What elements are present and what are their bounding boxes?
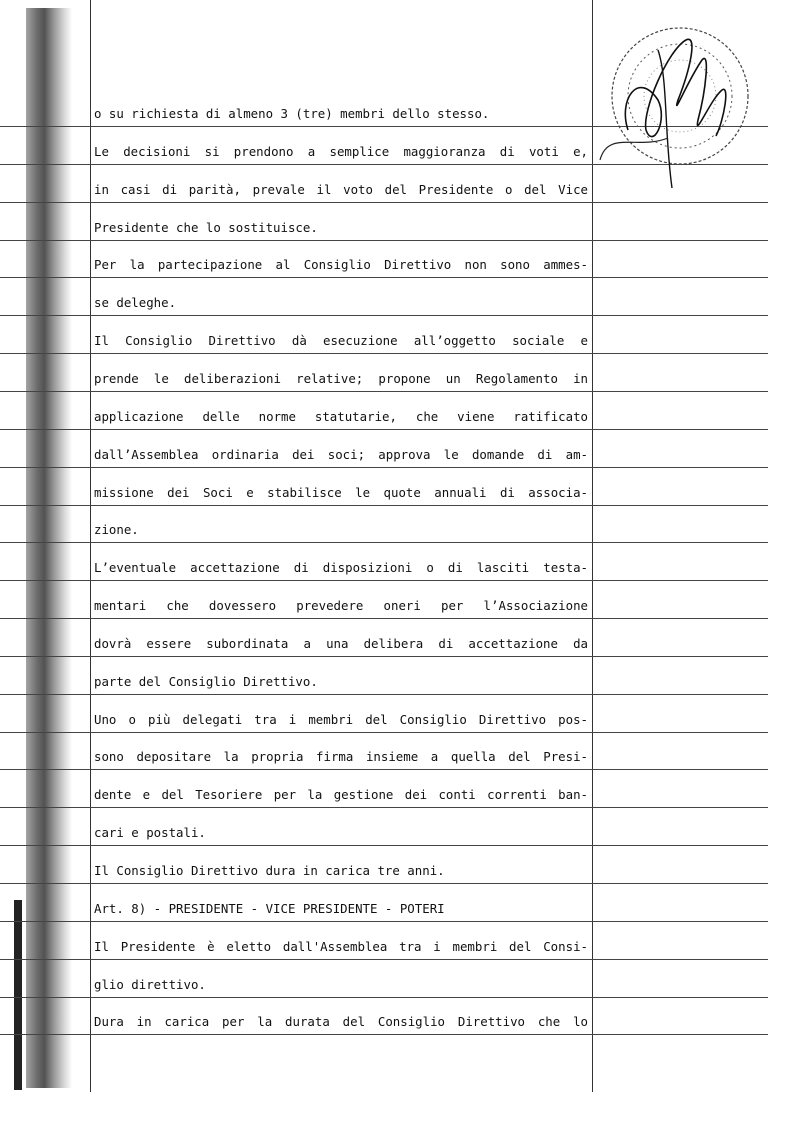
text-line: dente e del Tesoriere per la gestione dei conti correnti ban- bbox=[94, 787, 588, 802]
ruled-line bbox=[0, 807, 768, 808]
ruled-line bbox=[0, 959, 768, 960]
text-line: dall’Assemblea ordinaria dei soci; approva le domande di am- bbox=[94, 447, 588, 462]
ruled-line bbox=[0, 467, 768, 468]
ruled-line bbox=[0, 580, 768, 581]
text-line: sono depositare la propria firma insieme a quella del Presi- bbox=[94, 749, 588, 764]
text-line: Presidente che lo sostituisce. bbox=[94, 220, 318, 235]
text-line: se deleghe. bbox=[94, 295, 177, 310]
ruled-line bbox=[0, 505, 768, 506]
ruled-line bbox=[0, 732, 768, 733]
text-line: Il Consiglio Direttivo dà esecuzione all’oggetto sociale e bbox=[94, 333, 588, 348]
ruled-line bbox=[0, 694, 768, 695]
ruled-line bbox=[0, 1034, 768, 1035]
text-line: prende le deliberazioni relative; propone un Regolamento in bbox=[94, 371, 588, 386]
ruled-line bbox=[0, 202, 768, 203]
text-line: glio direttivo. bbox=[94, 977, 206, 992]
ruled-line bbox=[0, 921, 768, 922]
ruled-line bbox=[0, 997, 768, 998]
ruled-line bbox=[0, 883, 768, 884]
text-line: Uno o più delegati tra i membri del Consiglio Direttivo pos- bbox=[94, 712, 588, 727]
text-line: Le decisioni si prendono a semplice maggioranza di voti e, bbox=[94, 144, 588, 159]
ruled-line bbox=[0, 618, 768, 619]
text-line: applicazione delle norme statutarie, che viene ratificato bbox=[94, 409, 588, 424]
text-line: Il Presidente è eletto dall'Assemblea tra i membri del Consi- bbox=[94, 939, 588, 954]
text-line: in casi di parità, prevale il voto del Presidente o del Vice bbox=[94, 182, 588, 197]
text-line: Art. 8) - PRESIDENTE - VICE PRESIDENTE - POTERI bbox=[94, 901, 445, 916]
ruled-line bbox=[0, 353, 768, 354]
text-line: Per la partecipazione al Consiglio Direttivo non sono ammes- bbox=[94, 257, 588, 272]
text-line: parte del Consiglio Direttivo. bbox=[94, 674, 318, 689]
ruled-line bbox=[0, 391, 768, 392]
ruled-line bbox=[0, 240, 768, 241]
text-line: cari e postali. bbox=[94, 825, 206, 840]
scan-binding-shadow bbox=[26, 8, 72, 1088]
ruled-line bbox=[0, 315, 768, 316]
text-line: o su richiesta di almeno 3 (tre) membri dello stesso. bbox=[94, 106, 490, 121]
text-line: missione dei Soci e stabilisce le quote annuali di associa- bbox=[94, 485, 588, 500]
text-line: L’eventuale accettazione di disposizioni o di lasciti testa- bbox=[94, 560, 588, 575]
ruled-line bbox=[0, 769, 768, 770]
ruled-line bbox=[0, 656, 768, 657]
text-line: Dura in carica per la durata del Consiglio Direttivo che lo bbox=[94, 1014, 588, 1029]
ruled-line bbox=[0, 429, 768, 430]
text-line: dovrà essere subordinata a una delibera di accettazione da bbox=[94, 636, 588, 651]
scan-binding-edge bbox=[14, 900, 22, 1090]
ruled-line bbox=[0, 845, 768, 846]
notary-seal-stamp bbox=[598, 10, 758, 190]
ruled-line bbox=[0, 277, 768, 278]
text-line: Il Consiglio Direttivo dura in carica tre anni. bbox=[94, 863, 445, 878]
text-line: zione. bbox=[94, 522, 139, 537]
text-line: mentari che dovessero prevedere oneri per l’Associazione bbox=[94, 598, 588, 613]
ruled-line bbox=[0, 542, 768, 543]
